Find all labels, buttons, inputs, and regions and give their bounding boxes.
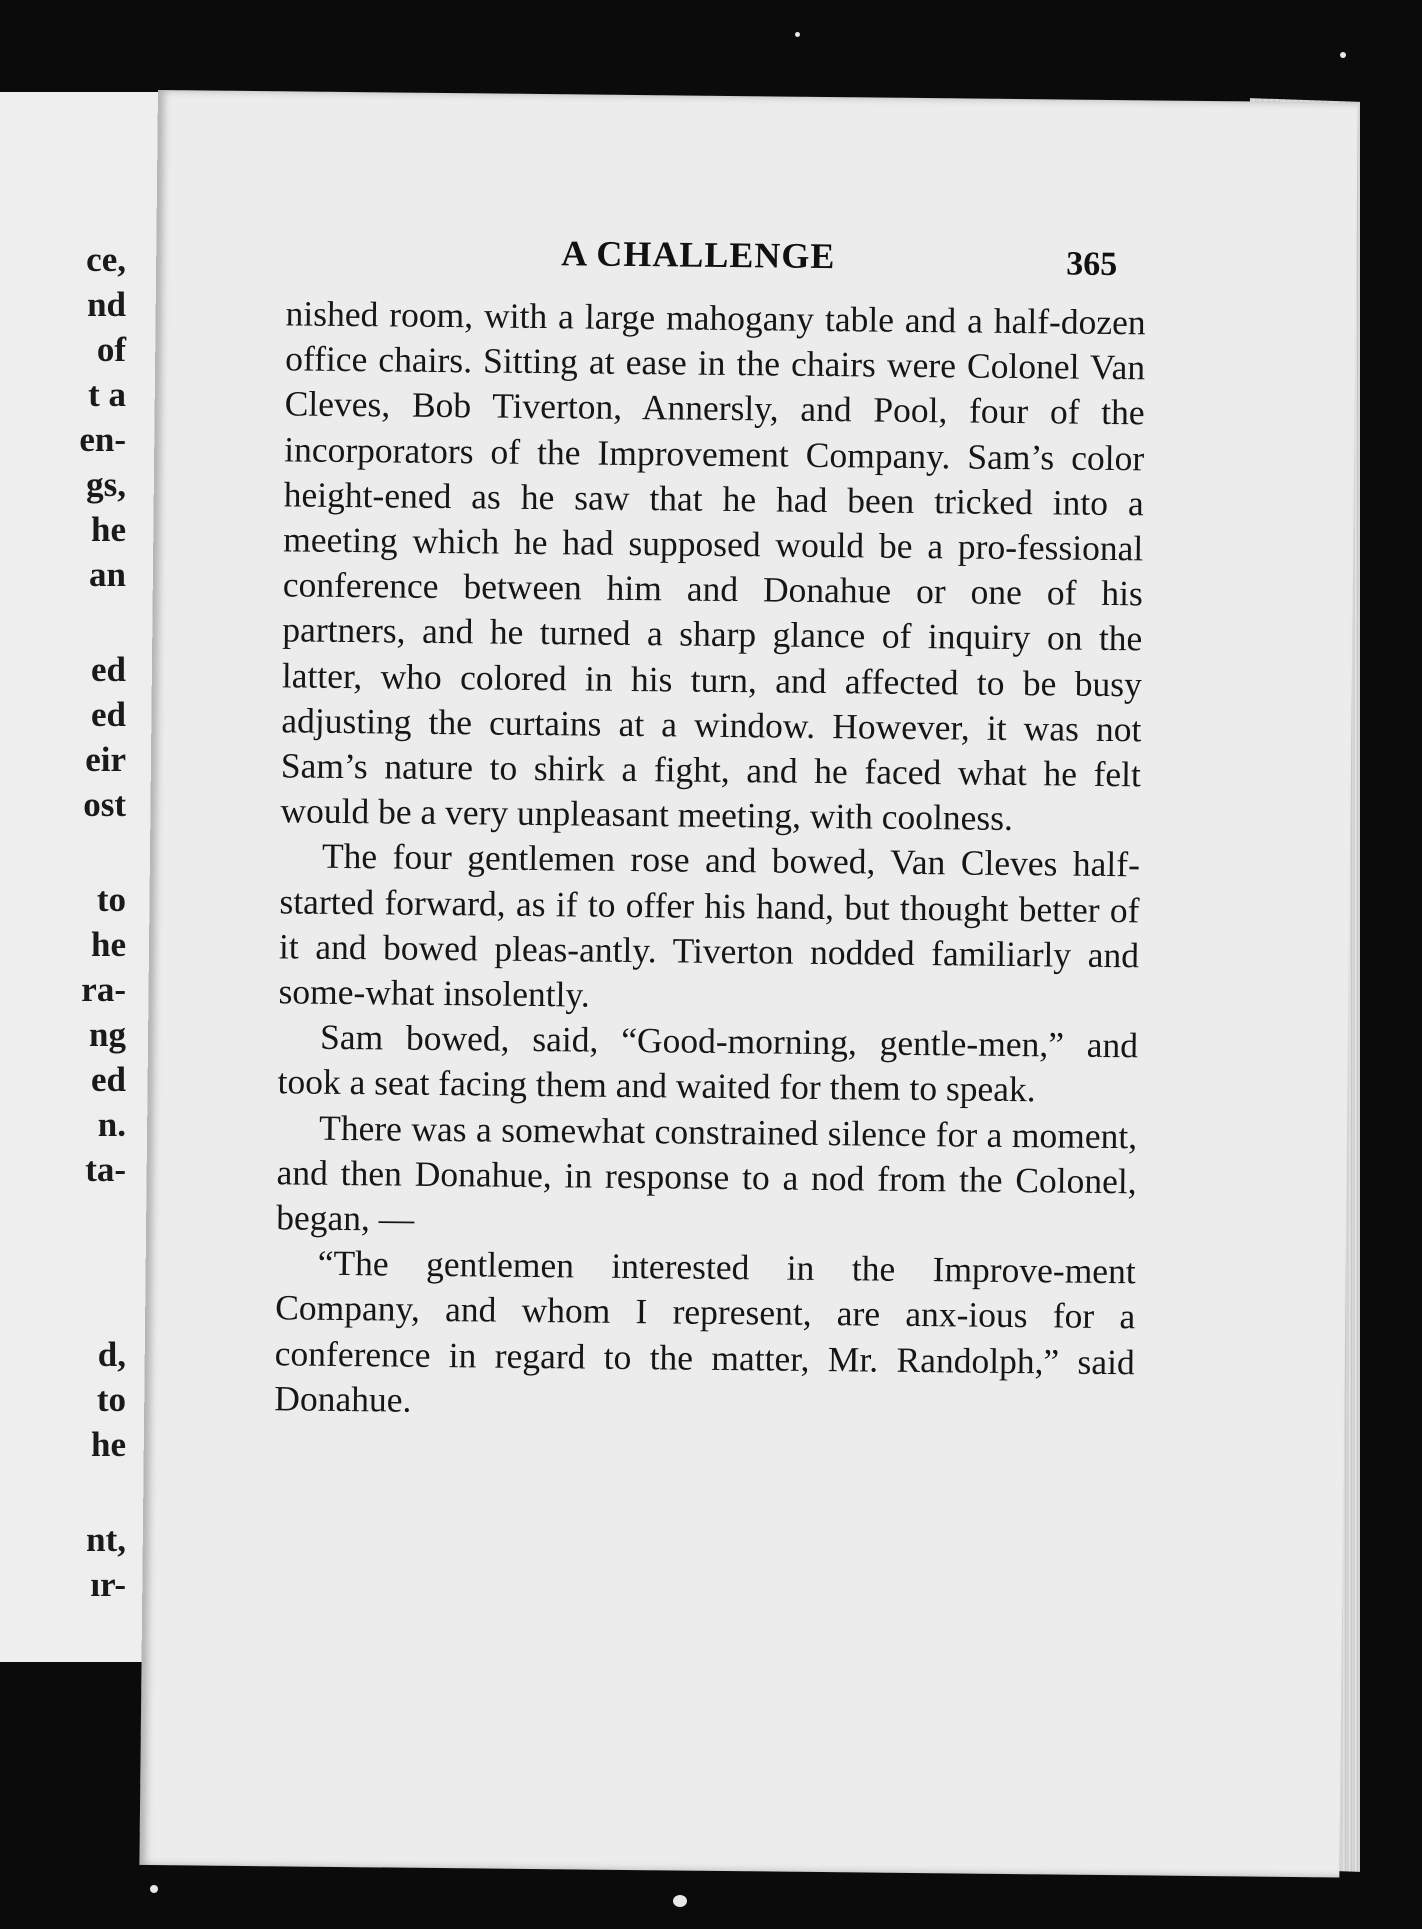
left-page-fragment: he [91,1425,126,1464]
paragraph: There was a somewhat constrained silence for a moment, and then Donahue, in response to a nod from the Colonel, began, — [275,1107,1138,1239]
body-text [274,291,1146,1430]
left-page-fragment: t a [88,375,126,414]
page-number: 365 [1066,245,1118,284]
left-page-fragment: ce, [86,240,126,279]
book-page [139,90,1358,1877]
left-page-fragment: ed [91,695,126,734]
left-page-fragment: to [96,1380,126,1419]
paragraph: The four gentlemen rose and bowed, Van Cleves half-started forward, as if to offer his hand, but thought better of it and bowed pleas-antly. Tiverton nodded familiarly and some-what insolently. [278,836,1141,1015]
left-page-fragment: ra- [81,970,126,1009]
left-page-fragment: ed [91,1060,126,1099]
speck [1340,52,1346,58]
speck [795,32,800,37]
left-page-fragment: eir [85,740,126,779]
running-head: A CHALLENGE [561,233,836,277]
left-page-fragment: he [91,925,126,964]
left-page-fragment: ta- [85,1150,126,1189]
left-page-fragment: ng [89,1015,126,1054]
left-page-fragment: nd [87,285,126,324]
left-page-fragment: of [96,330,126,369]
left-page-fragment: an [89,555,126,594]
left-page-fragment: gs, [86,465,126,504]
left-page-fragment: to [96,880,126,919]
paragraph: “The gentlemen interested in the Improve-ment Company, and whom I represent, are anx-ious for a conference in regard to the matter, Mr. Randolph,” said Donahue. [274,1243,1136,1420]
left-page-fragment: en- [79,420,126,459]
left-page-fragment: ed [91,650,126,689]
left-page-fragment: d, [97,1335,126,1374]
left-page-fragment: ost [83,785,126,824]
speck [673,1895,687,1907]
paragraph: Sam bowed, said, “Good-morning, gentle-men,” and took a seat facing them and waited for them to speak. [277,1017,1139,1110]
left-page-fragment: he [91,510,126,549]
left-page-fragment: nt, [86,1520,126,1559]
paragraph: nished room, with a large mahogany table and a half-dozen office chairs. Sitting at ease in the chairs were Colonel Van Cleves, Bob Tiverton, Annersly, and Pool, four of the incorporators of the Improvement Company. Sam’s color height-ened as he saw that he had been tricked into a meeting which he had supposed would be a pro-fessional conference between him and Donahue or one of his partners, and he turned a sharp glance of inquiry on the latter, who colored in his turn, and affected to be busy adjusting the curtains at a window. However, it was not Sam’s nature to shirk a fight, and he faced what he felt would be a very unpleasant meeting, with coolness. [280,293,1146,839]
facing-page-left [0,92,161,1662]
speck [150,1885,158,1893]
left-page-fragment: ır- [90,1565,126,1604]
left-page-fragment: n. [97,1105,126,1144]
